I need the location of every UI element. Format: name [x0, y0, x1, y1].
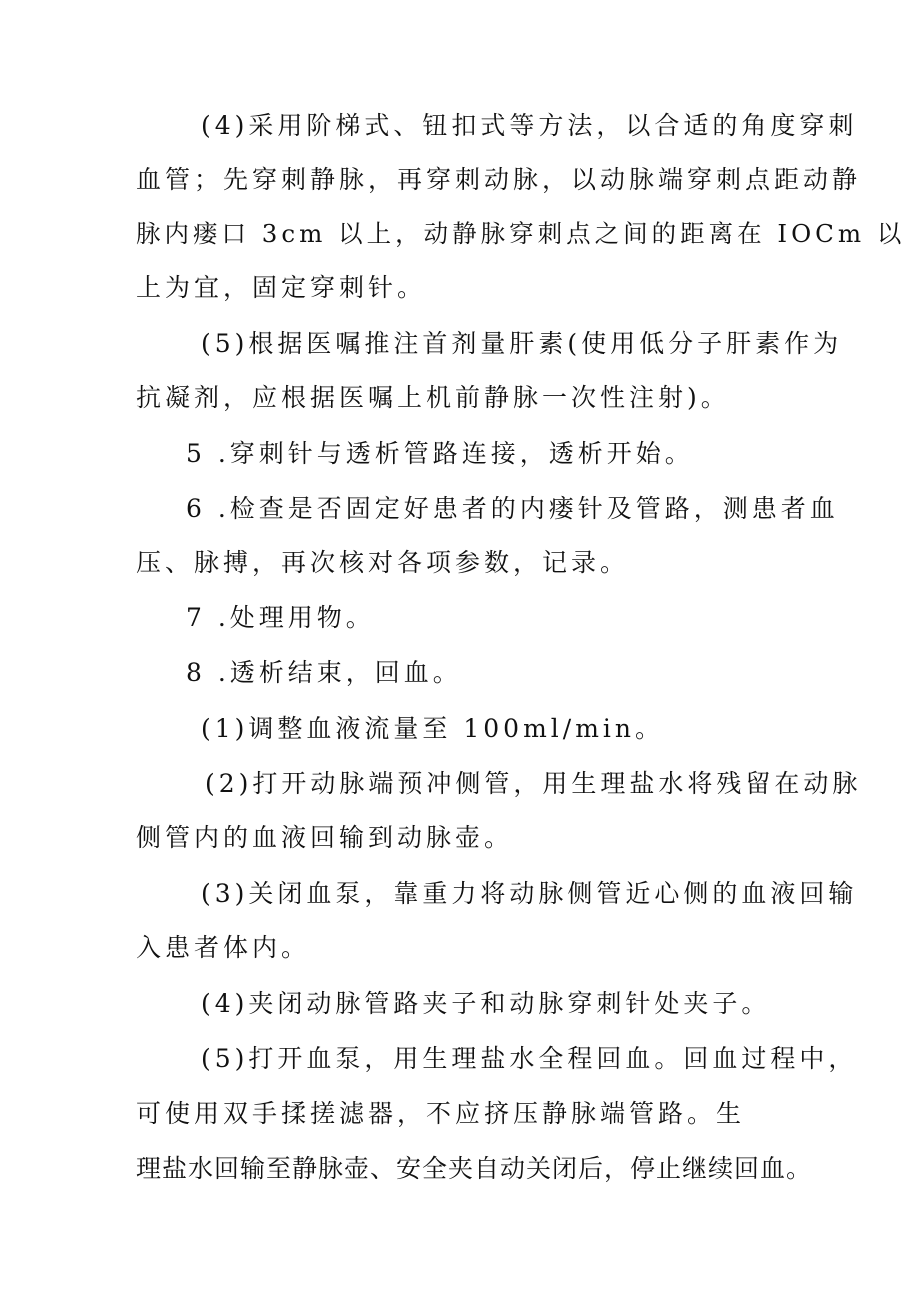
text-line: 抗凝剂，应根据医嘱上机前静脉一次性注射)。 [136, 383, 730, 412]
text-line: 侧管内的血液回输到动脉壶。 [136, 823, 514, 852]
text-line: (1)调整血液流量至 100ml∕min。 [201, 714, 665, 743]
text-line: (5)根据医嘱推注首剂量肝素(使用低分子肝素作为 [201, 329, 843, 358]
text-line: (2)打开动脉端预冲侧管，用生理盐水将残留在动脉 [205, 769, 862, 798]
text-line: (3)关闭血泵，靠重力将动脉侧管近心侧的血液回输 [201, 879, 858, 908]
text-line: 入患者体内。 [136, 933, 311, 962]
text-line: 血管；先穿刺静脉，再穿刺动脉，以动脉端穿刺点距动静 [136, 165, 862, 194]
section-heading: 7 .处理用物。 [186, 603, 375, 632]
section-heading: 5 .穿刺针与透析管路连接，透析开始。 [186, 439, 694, 468]
text-line: 脉内瘘口 3cm 以上，动静脉穿刺点之间的距离在 IOCm 以 [136, 219, 906, 248]
section-heading: 6 .检查是否固定好患者的内瘘针及管路，测患者血 [186, 494, 839, 523]
text-line: 可使用双手揉搓滤器，不应挤压静脉端管路。生 [136, 1099, 746, 1128]
text-line: 理盐水回输至静脉壶、安全夹自动关闭后，停止继续回血。 [136, 1154, 813, 1183]
text-line: 上为宜，固定穿刺针。 [136, 273, 427, 302]
text-line: 压、脉搏，再次核对各项参数，记录。 [136, 548, 630, 577]
text-line: (4)夹闭动脉管路夹子和动脉穿刺针处夹子。 [201, 989, 771, 1018]
text-line: (4)采用阶梯式、钮扣式等方法，以合适的角度穿刺 [201, 111, 858, 140]
section-heading: 8 .透析结束，回血。 [186, 658, 462, 687]
text-line: (5)打开血泵，用生理盐水全程回血。回血过程中， [201, 1044, 858, 1073]
